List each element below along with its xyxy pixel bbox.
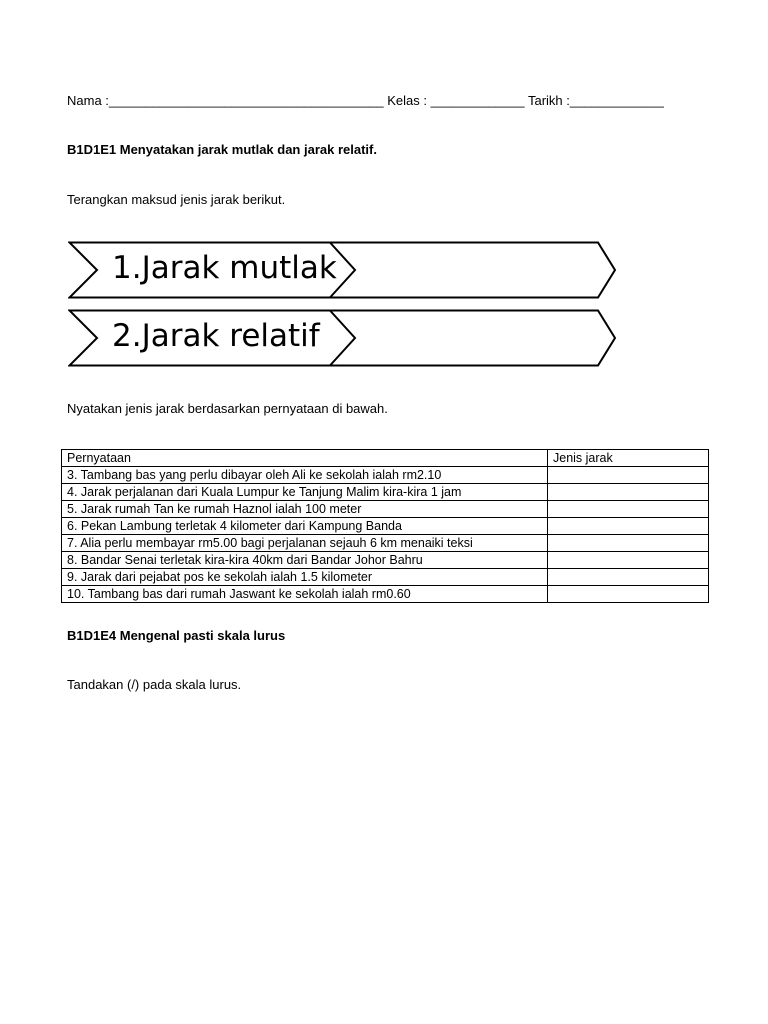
statement-cell: 3. Tambang bas yang perlu dibayar oleh Ali ke sekolah ialah rm2.10 bbox=[62, 467, 548, 484]
statement-table bbox=[61, 449, 709, 603]
answer-cell[interactable] bbox=[548, 569, 709, 586]
table-row bbox=[62, 569, 709, 586]
statement-cell: 8. Bandar Senai terletak kira-kira 40km dari Bandar Johor Bahru bbox=[62, 552, 548, 569]
answer-cell[interactable] bbox=[548, 552, 709, 569]
section1-instruction: Terangkan maksud jenis jarak berikut. bbox=[67, 192, 286, 207]
statement-cell: 7. Alia perlu membayar rm5.00 bagi perjalanan sejauh 6 km menaiki teksi bbox=[62, 535, 548, 552]
table-row bbox=[62, 586, 709, 603]
table-row bbox=[62, 518, 709, 535]
arrow-box-jarak-relatif bbox=[68, 309, 618, 367]
statement-cell: 6. Pekan Lambung terletak 4 kilometer dari Kampung Banda bbox=[62, 518, 548, 535]
table-row bbox=[62, 552, 709, 569]
section2-title: B1D1E4 Mengenal pasti skala lurus bbox=[67, 628, 286, 643]
table-header-row bbox=[62, 450, 709, 467]
column-header-pernyataan: Pernyataan bbox=[62, 450, 548, 467]
statement-cell: 9. Jarak dari pejabat pos ke sekolah ialah 1.5 kilometer bbox=[62, 569, 548, 586]
answer-cell[interactable] bbox=[548, 586, 709, 603]
answer-cell[interactable] bbox=[548, 518, 709, 535]
section2-instruction: Tandakan (/) pada skala lurus. bbox=[67, 677, 242, 692]
section1-title: B1D1E1 Menyatakan jarak mutlak dan jarak relatif. bbox=[67, 142, 377, 157]
table-row bbox=[62, 467, 709, 484]
answer-cell[interactable] bbox=[548, 535, 709, 552]
header-line: Nama :______________________________________ Kelas : _____________ Tarikh :_____________ bbox=[67, 93, 664, 108]
statement-cell: 10. Tambang bas dari rumah Jaswant ke sekolah ialah rm0.60 bbox=[62, 586, 548, 603]
answer-cell[interactable] bbox=[548, 467, 709, 484]
answer-cell[interactable] bbox=[548, 501, 709, 518]
table-row bbox=[62, 535, 709, 552]
table-row bbox=[62, 501, 709, 518]
table-row bbox=[62, 484, 709, 501]
arrow-label: 2.Jarak relatif bbox=[112, 318, 320, 354]
statement-cell: 5. Jarak rumah Tan ke rumah Haznol ialah 100 meter bbox=[62, 501, 548, 518]
answer-cell[interactable] bbox=[548, 484, 709, 501]
statement-cell: 4. Jarak perjalanan dari Kuala Lumpur ke Tanjung Malim kira-kira 1 jam bbox=[62, 484, 548, 501]
arrow-label: 1.Jarak mutlak bbox=[112, 250, 337, 286]
section1-instruction2: Nyatakan jenis jarak berdasarkan pernyataan di bawah. bbox=[67, 401, 388, 416]
arrow-box-jarak-mutlak bbox=[68, 241, 618, 299]
column-header-jenis-jarak: Jenis jarak bbox=[548, 450, 709, 467]
